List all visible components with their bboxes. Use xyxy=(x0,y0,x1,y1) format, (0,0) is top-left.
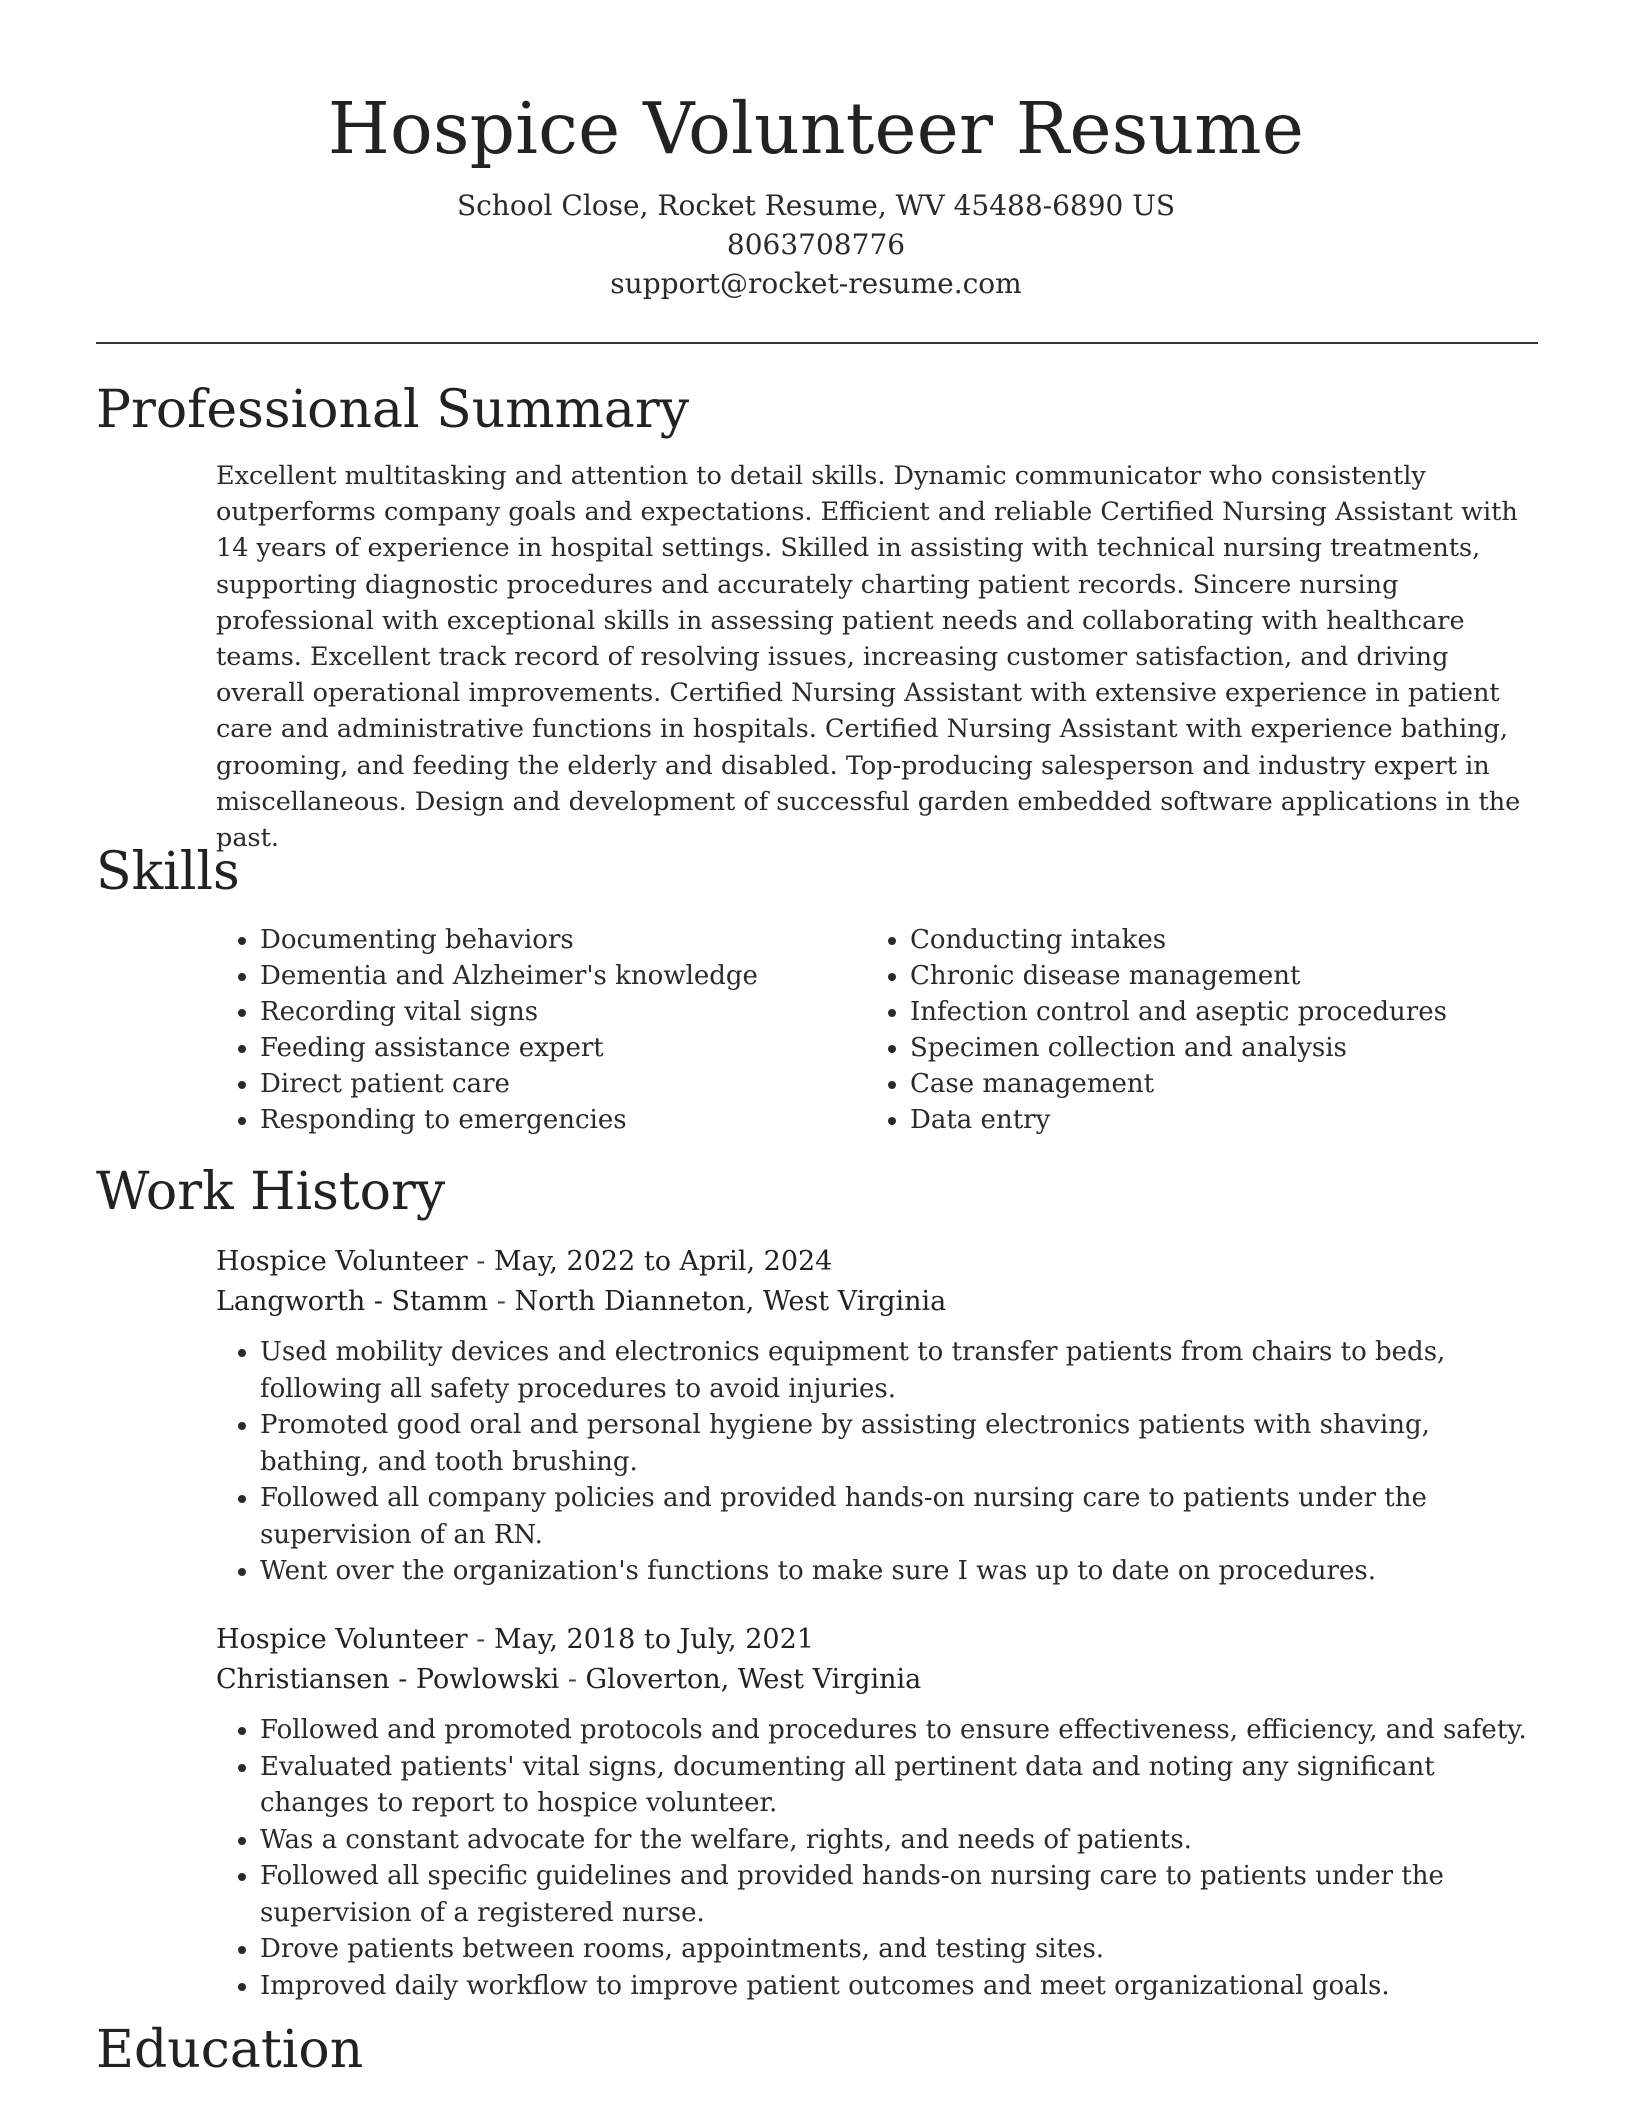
job-role: Hospice Volunteer xyxy=(216,1246,468,1277)
resume-header xyxy=(0,0,1632,303)
job-location: Gloverton, West Virginia xyxy=(585,1664,922,1695)
job-role: Hospice Volunteer xyxy=(216,1624,468,1655)
skill-item: • Recording vital signs xyxy=(260,994,866,1030)
resume-title: Hospice Volunteer Resume xyxy=(327,87,1305,170)
job-bullet-list xyxy=(216,1712,1536,2004)
summary-text: Excellent multitasking and attention to detail skills. Dynamic communicator who consistently outperforms company goals and expectations. Efficient and reliable Certified Nursing Assistant with 14 years of experience in hospital settings. Skilled in assisting with technical nursing treatments, supporting diagnostic procedures and accurately charting patient records. Sincere nursing professional with exceptional skills in assessing patient needs and collaborating with healthcare teams. Excellent track record of resolving issues, increasing customer satisfaction, and driving overall operational improvements. Certified Nursing Assistant with extensive experience in patient care and administrative functions in hospitals. Certified Nursing Assistant with experience bathing, grooming, and feeding the elderly and disabled. Top-producing salesperson and industry expert in miscellaneous. Design and development of successful garden embedded software applications in the past. xyxy=(216,461,1521,854)
skill-item: • Direct patient care xyxy=(260,1066,866,1102)
job-dates: May, 2022 to April, 2024 xyxy=(493,1246,833,1277)
skills-section xyxy=(216,922,1536,1138)
job-bullet: • Followed and promoted protocols and procedures to ensure effectiveness, efficiency, and safety. xyxy=(260,1712,1536,1749)
job-bullet: • Was a constant advocate for the welfare, rights, and needs of patients. xyxy=(260,1822,1536,1859)
skills-heading: Skills xyxy=(96,842,240,902)
skill-item: • Dementia and Alzheimer's knowledge xyxy=(260,958,866,994)
job-company: Christiansen - Powlowski xyxy=(216,1664,560,1695)
job-title-line: Hospice Volunteer - May, 2022 to April, 2024 xyxy=(216,1246,833,1277)
contact-email: support@rocket-resume.com xyxy=(610,267,1022,300)
job-entry xyxy=(216,1242,1536,1590)
skill-item: • Chronic disease management xyxy=(910,958,1516,994)
job-bullet: • Went over the organization's functions to make sure I was up to date on procedures. xyxy=(260,1553,1536,1590)
job-bullet: • Promoted good oral and personal hygiene by assisting electronics patients with shaving, bathing, and tooth brushing. xyxy=(260,1407,1536,1480)
job-bullet: • Improved daily workflow to improve patient outcomes and meet organizational goals. xyxy=(260,1968,1536,2005)
job-company-line: Langworth - Stamm - North Dianneton, West Virginia xyxy=(216,1286,947,1317)
job-bullet: • Followed all company policies and provided hands-on nursing care to patients under the supervision of an RN. xyxy=(260,1480,1536,1553)
skill-item: • Case management xyxy=(910,1066,1516,1102)
skill-item: • Data entry xyxy=(910,1102,1516,1138)
summary-section xyxy=(216,458,1536,856)
skill-item: • Responding to emergencies xyxy=(260,1102,866,1138)
contact-info xyxy=(0,186,1632,303)
job-company-line: Christiansen - Powlowski - Gloverton, West Virginia xyxy=(216,1664,922,1695)
job-dates: May, 2018 to July, 2021 xyxy=(493,1624,814,1655)
skill-item: • Conducting intakes xyxy=(910,922,1516,958)
skills-list-left xyxy=(216,922,866,1138)
job-bullet: • Used mobility devices and electronics equipment to transfer patients from chairs to beds, following all safety procedures to avoid injuries. xyxy=(260,1334,1536,1407)
job-bullet: • Followed all specific guidelines and provided hands-on nursing care to patients under the supervision of a registered nurse. xyxy=(260,1858,1536,1931)
job-company: Langworth - Stamm xyxy=(216,1286,489,1317)
skill-item: • Feeding assistance expert xyxy=(260,1030,866,1066)
job-bullet-list xyxy=(216,1334,1536,1590)
skills-list-right xyxy=(866,922,1516,1138)
header-divider xyxy=(96,342,1538,344)
education-heading: Education xyxy=(96,2020,364,2080)
job-bullet: • Evaluated patients' vital signs, documenting all pertinent data and noting any significant changes to report to hospice volunteer. xyxy=(260,1749,1536,1822)
job-title-line: Hospice Volunteer - May, 2018 to July, 2021 xyxy=(216,1624,814,1655)
contact-phone: 8063708776 xyxy=(726,228,906,261)
work-history-heading: Work History xyxy=(96,1162,446,1222)
job-entry xyxy=(216,1620,1536,2004)
summary-heading: Professional Summary xyxy=(96,380,690,440)
contact-address: School Close, Rocket Resume, WV 45488-6890 US xyxy=(456,189,1176,222)
skill-item: • Specimen collection and analysis xyxy=(910,1030,1516,1066)
job-bullet: • Drove patients between rooms, appointments, and testing sites. xyxy=(260,1931,1536,1968)
skill-item: • Infection control and aseptic procedures xyxy=(910,994,1516,1030)
job-location: North Dianneton, West Virginia xyxy=(514,1286,947,1317)
skill-item: • Documenting behaviors xyxy=(260,922,866,958)
